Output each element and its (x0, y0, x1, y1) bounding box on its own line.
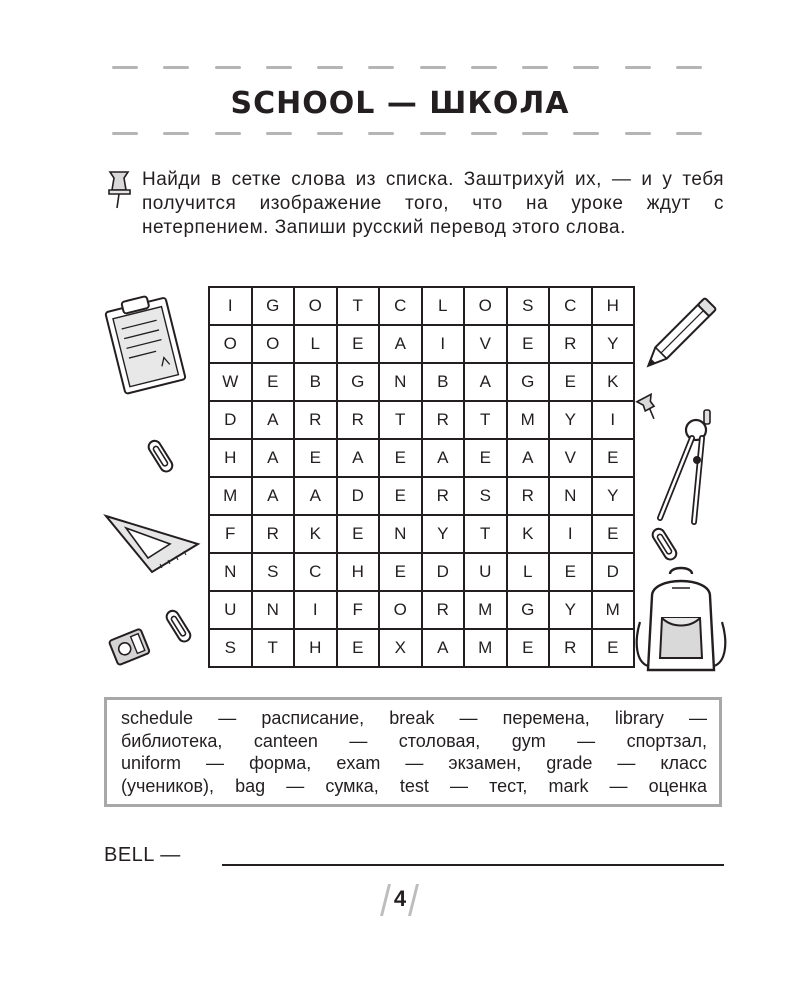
grid-cell[interactable]: D (592, 553, 635, 591)
grid-cell[interactable]: R (337, 401, 380, 439)
grid-cell[interactable]: E (592, 439, 635, 477)
grid-cell[interactable]: Y (592, 477, 635, 515)
bottom-dashed-divider (112, 132, 702, 136)
grid-cell[interactable]: A (379, 325, 422, 363)
grid-cell[interactable]: K (507, 515, 550, 553)
grid-cell[interactable]: A (464, 363, 507, 401)
grid-cell[interactable]: E (549, 363, 592, 401)
grid-cell[interactable]: F (337, 591, 380, 629)
grid-cell[interactable]: D (209, 401, 252, 439)
grid-cell[interactable]: H (209, 439, 252, 477)
grid-cell[interactable]: I (294, 591, 337, 629)
grid-cell[interactable]: M (464, 629, 507, 667)
grid-cell[interactable]: S (209, 629, 252, 667)
grid-row (209, 401, 634, 439)
top-dashed-divider (112, 66, 702, 70)
grid-cell[interactable]: X (379, 629, 422, 667)
grid-cell[interactable]: R (422, 477, 465, 515)
grid-cell[interactable]: Y (422, 515, 465, 553)
grid-cell[interactable]: B (294, 363, 337, 401)
grid-cell[interactable]: Y (592, 325, 635, 363)
pushpin-icon (104, 166, 138, 210)
grid-cell[interactable]: T (464, 515, 507, 553)
grid-cell[interactable]: D (337, 477, 380, 515)
grid-cell[interactable]: A (252, 477, 295, 515)
grid-cell[interactable]: H (337, 553, 380, 591)
grid-cell[interactable]: E (379, 439, 422, 477)
sharpener-icon (104, 624, 154, 668)
grid-cell[interactable]: M (592, 591, 635, 629)
grid-cell[interactable]: E (379, 477, 422, 515)
set-square-icon (100, 510, 204, 576)
grid-cell[interactable]: G (252, 287, 295, 325)
grid-cell[interactable]: E (337, 325, 380, 363)
grid-cell[interactable]: I (592, 401, 635, 439)
grid-cell[interactable]: F (209, 515, 252, 553)
word-list-box (104, 697, 722, 807)
answer-prompt: BELL — (104, 844, 181, 866)
grid-cell[interactable]: T (379, 401, 422, 439)
grid-cell[interactable]: E (549, 553, 592, 591)
grid-cell[interactable]: I (422, 325, 465, 363)
grid-row (209, 363, 634, 401)
grid-row (209, 553, 634, 591)
grid-cell[interactable]: S (464, 477, 507, 515)
grid-cell[interactable]: O (464, 287, 507, 325)
grid-cell[interactable]: E (507, 629, 550, 667)
grid-cell[interactable]: O (294, 287, 337, 325)
grid-cell[interactable]: E (337, 629, 380, 667)
grid-cell[interactable]: B (422, 363, 465, 401)
grid-cell[interactable]: Y (549, 401, 592, 439)
paperclip-icon (164, 606, 194, 648)
grid-cell[interactable]: N (379, 363, 422, 401)
grid-cell[interactable]: L (294, 325, 337, 363)
grid-cell[interactable]: L (507, 553, 550, 591)
grid-cell[interactable]: S (252, 553, 295, 591)
word-search-grid (208, 286, 635, 668)
grid-cell[interactable]: C (549, 287, 592, 325)
grid-cell[interactable]: E (592, 629, 635, 667)
grid-cell[interactable]: D (422, 553, 465, 591)
grid-cell[interactable]: R (507, 477, 550, 515)
grid-cell[interactable]: U (464, 553, 507, 591)
grid-cell[interactable]: A (422, 439, 465, 477)
grid-cell[interactable]: R (549, 325, 592, 363)
grid-cell[interactable]: R (252, 515, 295, 553)
grid-cell[interactable]: R (422, 591, 465, 629)
grid-cell[interactable]: A (294, 477, 337, 515)
grid-cell[interactable]: G (337, 363, 380, 401)
grid-cell[interactable]: M (507, 401, 550, 439)
grid-cell[interactable]: R (549, 629, 592, 667)
compass-icon (650, 406, 728, 530)
page-title: SCHOOL — ШКОЛА (230, 86, 570, 121)
grid-cell[interactable]: O (209, 325, 252, 363)
grid-cell[interactable]: O (252, 325, 295, 363)
grid-cell[interactable]: R (422, 401, 465, 439)
word-list-line: schedule — расписание, break — перемена, library — (121, 708, 707, 728)
grid-row (209, 591, 634, 629)
grid-cell[interactable]: N (252, 591, 295, 629)
grid-cell[interactable]: A (252, 401, 295, 439)
grid-cell[interactable]: I (209, 287, 252, 325)
answer-line[interactable] (222, 864, 724, 866)
grid-cell[interactable]: V (464, 325, 507, 363)
grid-cell[interactable]: C (294, 553, 337, 591)
pencil-icon (630, 288, 726, 384)
grid-row (209, 439, 634, 477)
page-number: 4 (393, 886, 407, 911)
grid-cell[interactable]: T (464, 401, 507, 439)
grid-row (209, 325, 634, 363)
grid-cell[interactable]: E (252, 363, 295, 401)
grid-cell[interactable]: N (209, 553, 252, 591)
paperclip-icon (650, 524, 680, 566)
grid-row (209, 515, 634, 553)
grid-cell[interactable]: W (209, 363, 252, 401)
grid-cell[interactable]: A (252, 439, 295, 477)
grid-cell[interactable]: G (507, 591, 550, 629)
grid-cell[interactable]: E (294, 439, 337, 477)
grid-cell[interactable]: K (294, 515, 337, 553)
grid-cell[interactable]: R (294, 401, 337, 439)
grid-cell[interactable]: K (592, 363, 635, 401)
grid-row (209, 477, 634, 515)
grid-cell[interactable]: E (379, 553, 422, 591)
grid-cell[interactable]: Y (549, 591, 592, 629)
grid-cell[interactable]: T (252, 629, 295, 667)
word-list-line: (учеников), bag — сумка, test — тест, mark — оценка (121, 775, 707, 796)
grid-cell[interactable]: N (379, 515, 422, 553)
task-instructions: Найди в сетке слова из списка. Заштрихуй их, — и у тебя получится изображение того, что на уроке ждут с нетерпением. Запиши русский перевод этого слова. (142, 169, 724, 238)
clipboard-icon (98, 290, 190, 398)
grid-cell[interactable]: S (507, 287, 550, 325)
backpack-icon (632, 566, 730, 678)
grid-cell[interactable]: E (464, 439, 507, 477)
grid-cell[interactable]: V (549, 439, 592, 477)
grid-cell[interactable]: A (422, 629, 465, 667)
grid-cell[interactable]: M (464, 591, 507, 629)
grid-cell[interactable]: U (209, 591, 252, 629)
grid-cell[interactable]: M (209, 477, 252, 515)
grid-row (209, 287, 634, 325)
grid-cell[interactable]: G (507, 363, 550, 401)
grid-cell[interactable]: E (507, 325, 550, 363)
grid-cell[interactable]: O (379, 591, 422, 629)
grid-cell[interactable]: H (294, 629, 337, 667)
grid-row (209, 629, 634, 667)
grid-cell[interactable]: L (422, 287, 465, 325)
grid-cell[interactable]: N (549, 477, 592, 515)
grid-cell[interactable]: H (592, 287, 635, 325)
grid-cell[interactable]: I (549, 515, 592, 553)
grid-cell[interactable]: A (337, 439, 380, 477)
grid-cell[interactable]: E (337, 515, 380, 553)
grid-cell[interactable]: A (507, 439, 550, 477)
grid-cell[interactable]: T (337, 287, 380, 325)
grid-cell[interactable]: E (592, 515, 635, 553)
grid-cell[interactable]: C (379, 287, 422, 325)
word-list-line: библиотека, canteen — столовая, gym — спортзал, (121, 730, 707, 751)
word-list-line: uniform — форма, exam — экзамен, grade — класс (121, 753, 707, 773)
paperclip-icon (146, 436, 176, 478)
